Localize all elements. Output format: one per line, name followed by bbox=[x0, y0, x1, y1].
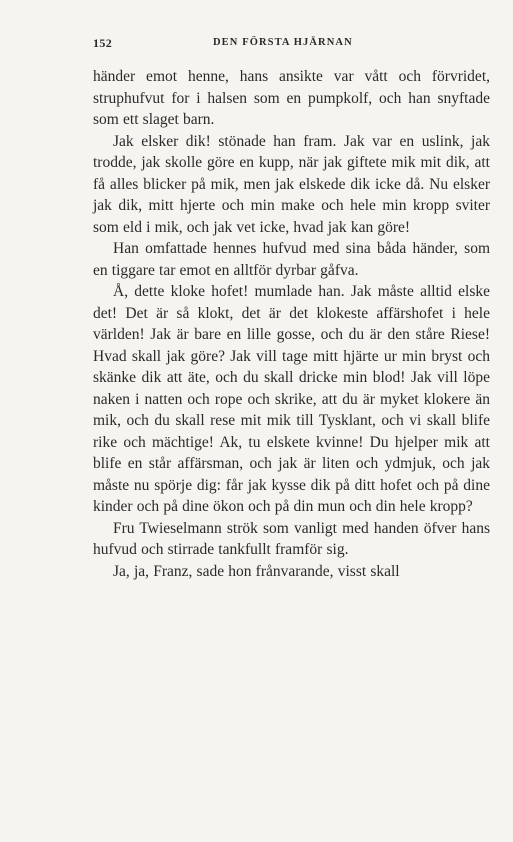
paragraph: händer emot henne, hans ansikte var vått och förvridet, struphufvut for i halsen som en pumpkolf, och han snyftade som ett slaget barn. bbox=[93, 68, 490, 128]
body-text bbox=[93, 66, 490, 582]
paragraph: Ja, ja, Franz, sade hon frånvarande, visst skall bbox=[113, 562, 400, 580]
paragraph: Jak elsker dik! stönade han fram. Jak var en uslink, jak trodde, jak skolle göre en kupp, när jak giftete mik mit dik, att få alles blicker på mik, men jak elskede dik icke då. Nu elsker jak dik, mitt hjerte och min make och hele min kropp sviter som eld i mik, och jak vet icke, hvad jak kan göre! bbox=[93, 132, 490, 236]
page-header bbox=[93, 36, 493, 52]
paragraph: Fru Twieselmann strök som vanligt med handen öfver hans hufvud och stirrade tankfullt framför sig. bbox=[93, 519, 490, 558]
page-number: 152 bbox=[93, 36, 113, 50]
paragraph: Han omfattade hennes hufvud med sina båda händer, som en tiggare tar emot en alltför dyrbar gåfva. bbox=[93, 240, 490, 279]
paragraph: Å, dette kloke hofet! mumlade han. Jak måste alltid elske det! Det är så klokt, det är det klokeste affärshofet i hele världen! Jak är bare en lille gosse, och du är den stårе Riese! Hvad skall jak göre? Jak vill tage mitt hjärte ur min bryst och skänke dik att äte, och du skall dricke min blod! Jak vill löpe naken i natten och rope och skrike, att du är myket klokere än mik, och du skall rese mit mik till Tysklant, och vi skall blife rike och mächtige! Ak, tu elskete kvinne! Du hjelper mik att blife en står affärsman, och jak är liten och ydmjuk, och jak måste nu spörje dig: får jak kysse dik på ditt hofet och på dine kinder och på dine ökon och på din mun och din hele kropp? bbox=[93, 283, 490, 515]
running-head: DEN FÖRSTA HJÄRNAN bbox=[213, 37, 353, 48]
